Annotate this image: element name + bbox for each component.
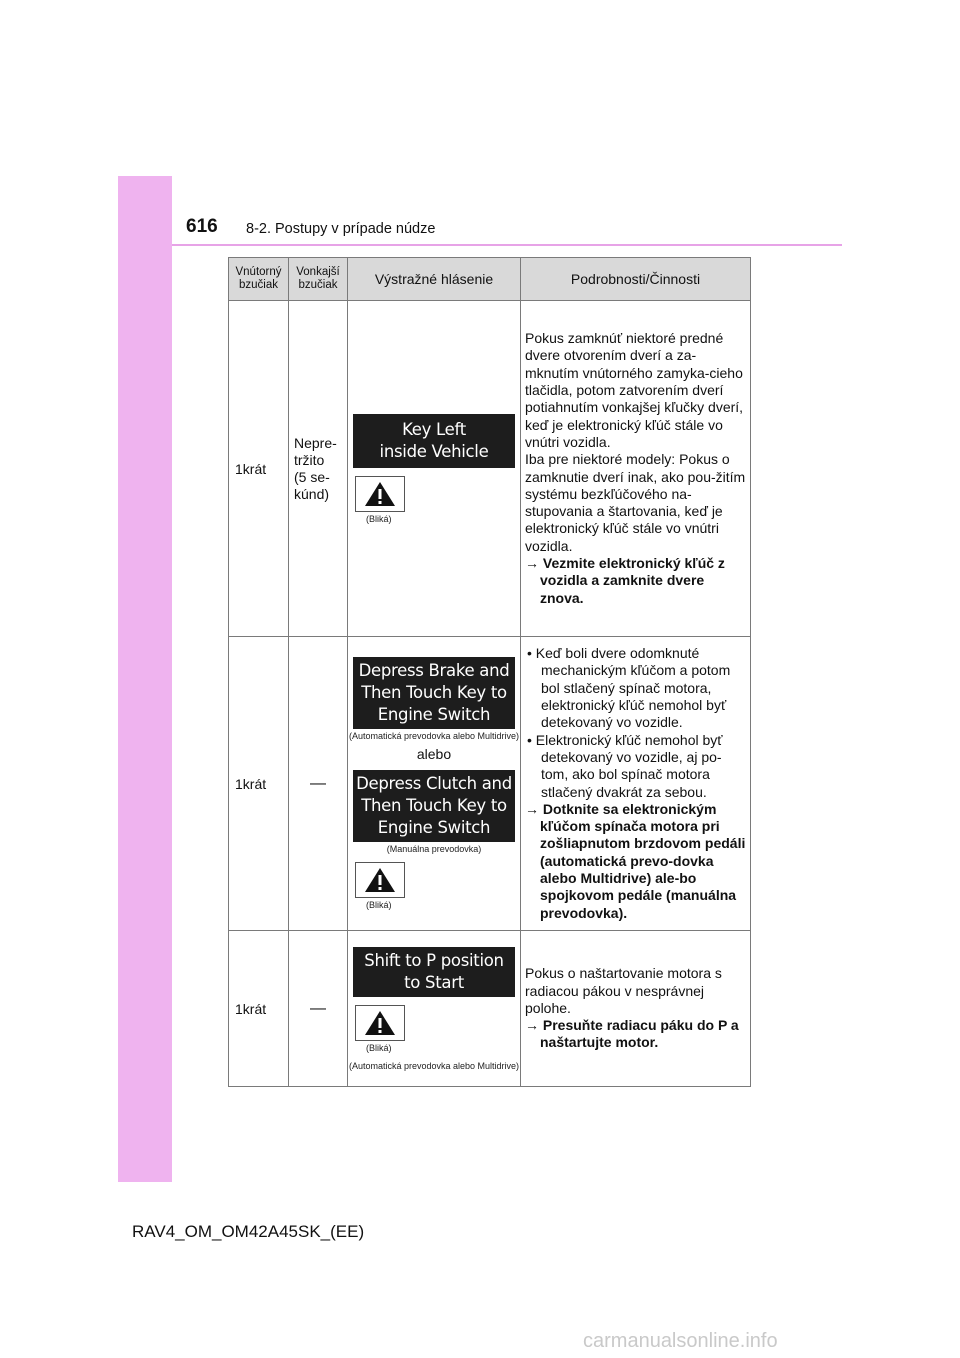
detail-text: Iba pre niektoré modely: Pokus o zamknutie dverí inak, ako pou-žitím systému bezkľúčového na-stupovania a štartovania, keď je elektronický kľúč stále vo vnútri vozidla. xyxy=(525,451,746,554)
action-text: → Vezmite elektronický kľúč z vozidla a zamknite dvere znova. xyxy=(525,554,725,606)
details-cell xyxy=(521,301,751,637)
bullet-item: • Keď boli dvere odomknuté mechanickým kľúčom a potom bol stlačený spínač motora, elektronický kľúč nemohol byť detekovaný vo vozidle. xyxy=(527,645,731,731)
or-label: alebo xyxy=(416,746,452,762)
header-exterior-buzzer: Vonkajší bzučiak xyxy=(289,258,348,301)
warning-triangle-icon xyxy=(355,476,405,512)
caption-automatic: (Automatická prevodovka alebo Multidrive) xyxy=(348,1060,520,1071)
exterior-buzzer-cell: Nepre- tržito (5 se- kúnd) xyxy=(289,301,348,637)
interior-buzzer-cell: 1krát xyxy=(229,637,289,931)
details-cell xyxy=(521,931,751,1087)
action-text: → Dotknite sa elektronickým kľúčom spínača motora pri zošliapnutom brzdovom pedáli (automatická prevo-dovka alebo Multidrive) ale-bo spojkovom pedále (manuálna prevodovka). xyxy=(525,800,746,921)
document-code: RAV4_OM_OM42A45SK_(EE) xyxy=(132,1222,365,1241)
detail-text: Pokus o naštartovanie motora s radiacou pákou v nesprávnej polohe. xyxy=(525,965,722,1016)
table-header-row xyxy=(229,258,751,301)
warning-triangle-icon xyxy=(355,1005,405,1041)
blink-caption: (Bliká) xyxy=(366,513,392,524)
blink-caption: (Bliká) xyxy=(366,1042,392,1053)
header-interior-buzzer: Vnútorný bzučiak xyxy=(229,258,289,301)
detail-text: Pokus zamknúť niektoré predné dvere otvorením dverí a za-mknutím vnútorného zamyka-cieho tlačidla, potom zatvorením dverí potiahnutím vonkajšej kľučky dverí, keď je elektronický kľúč stále vo vnútri vozidla. xyxy=(525,330,744,450)
display-message-automatic: Depress Brake and Then Touch Key to Engine Switch xyxy=(353,657,515,729)
warning-triangle-icon xyxy=(355,862,405,898)
bullet-item: • Elektronický kľúč nemohol byť detekovaný vo vozidle, aj po-tom, ako bol spínač motora stlačený dvakrát za sebou. xyxy=(527,731,723,800)
dash: — xyxy=(310,775,326,792)
interior-buzzer-cell: 1krát xyxy=(229,931,289,1087)
watermark: carmanualsonline.info xyxy=(583,1330,778,1352)
exterior-buzzer-cell xyxy=(289,637,348,931)
blink-caption: (Bliká) xyxy=(366,900,392,910)
warning-message-cell xyxy=(348,931,521,1087)
display-message: Key Left inside Vehicle xyxy=(353,414,515,468)
caption-automatic: (Automatická prevodovka alebo Multidrive) xyxy=(348,731,520,741)
action-text: → Presuňte radiacu páku do P a naštartujte motor. xyxy=(525,1017,739,1051)
display-message-manual: Depress Clutch and Then Touch Key to Engine Switch xyxy=(353,770,515,842)
page-number: 616 xyxy=(186,216,218,237)
warning-message-cell xyxy=(348,301,521,637)
header-rule xyxy=(172,244,842,246)
header-warning-message: Výstražné hlásenie xyxy=(348,258,521,301)
caption-manual: (Manuálna prevodovka) xyxy=(386,844,482,854)
display-message: Shift to P position to Start xyxy=(353,947,515,997)
dash: — xyxy=(310,1000,326,1017)
header-details: Podrobnosti/Činnosti xyxy=(521,258,751,301)
table-row xyxy=(229,637,751,931)
warning-message-cell xyxy=(348,637,521,931)
warning-table xyxy=(228,257,751,1087)
details-cell xyxy=(521,637,751,931)
interior-buzzer-cell: 1krát xyxy=(229,301,289,637)
section-title: 8-2. Postupy v prípade núdze xyxy=(246,221,436,237)
exterior-buzzer-cell xyxy=(289,931,348,1087)
table-row xyxy=(229,931,751,1087)
section-color-tab xyxy=(118,176,172,1182)
table-row xyxy=(229,301,751,637)
